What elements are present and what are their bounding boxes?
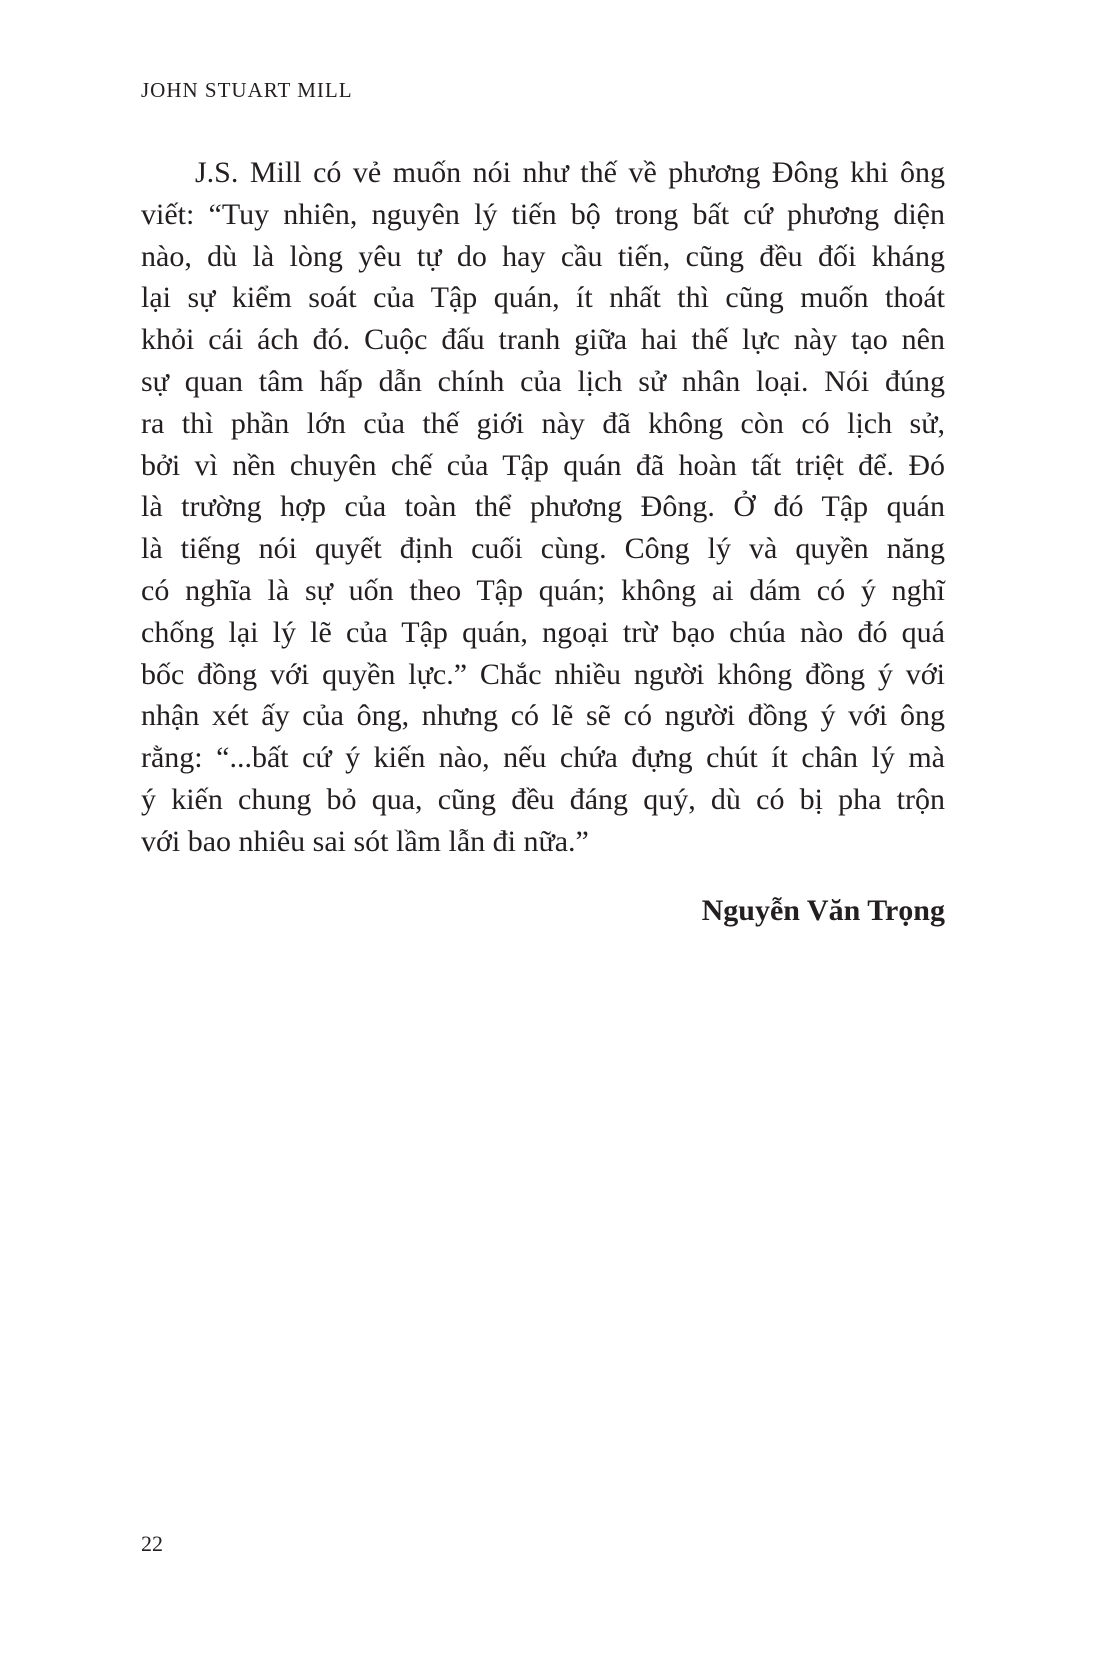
paragraph-line: viết: “Tuy nhiên, nguyên lý tiến bộ trong bất cứ phương diện <box>141 197 945 231</box>
paragraph-line: sự quan tâm hấp dẫn chính của lịch sử nhân loại. Nói đúng <box>141 364 945 398</box>
paragraph-line: bốc đồng với quyền lực.” Chắc nhiều người không đồng ý với <box>141 657 945 691</box>
paragraph-line: là trường hợp của toàn thể phương Đông. Ở đó Tập quán <box>141 490 945 524</box>
paragraph-line: là tiếng nói quyết định cuối cùng. Công lý và quyền năng <box>141 532 945 566</box>
body-paragraph <box>141 152 945 863</box>
paragraph-line: nào, dù là lòng yêu tự do hay cầu tiến, cũng đều đối kháng <box>141 239 945 273</box>
paragraph-line: chống lại lý lẽ của Tập quán, ngoại trừ bạo chúa nào đó quá <box>141 615 945 649</box>
paragraph-line: rằng: “...bất cứ ý kiến nào, nếu chứa đựng chút ít chân lý mà <box>141 741 945 775</box>
paragraph-line: lại sự kiểm soát của Tập quán, ít nhất thì cũng muốn thoát <box>141 281 945 315</box>
paragraph-line: ra thì phần lớn của thế giới này đã không còn có lịch sử, <box>141 406 945 440</box>
running-head: JOHN STUART MILL <box>141 78 353 102</box>
paragraph-line: nhận xét ấy của ông, nhưng có lẽ sẽ có người đồng ý với ông <box>141 699 945 733</box>
paragraph-line: khỏi cái ách đó. Cuộc đấu tranh giữa hai thế lực này tạo nên <box>141 323 945 357</box>
paragraph-line: với bao nhiêu sai sót lầm lẫn đi nữa.” <box>141 824 589 858</box>
page-number: 22 <box>141 1531 163 1556</box>
paragraph-line: bởi vì nền chuyên chế của Tập quán đã hoàn tất triệt để. Đó <box>141 448 945 482</box>
paragraph-line: có nghĩa là sự uốn theo Tập quán; không ai dám có ý nghĩ <box>141 573 945 607</box>
author-signature: Nguyễn Văn Trọng <box>701 894 945 927</box>
paragraph-line: J.S. Mill có vẻ muốn nói như thế về phương Đông khi ông <box>195 156 945 189</box>
paragraph-line: ý kiến chung bỏ qua, cũng đều đáng quý, dù có bị pha trộn <box>141 782 945 816</box>
